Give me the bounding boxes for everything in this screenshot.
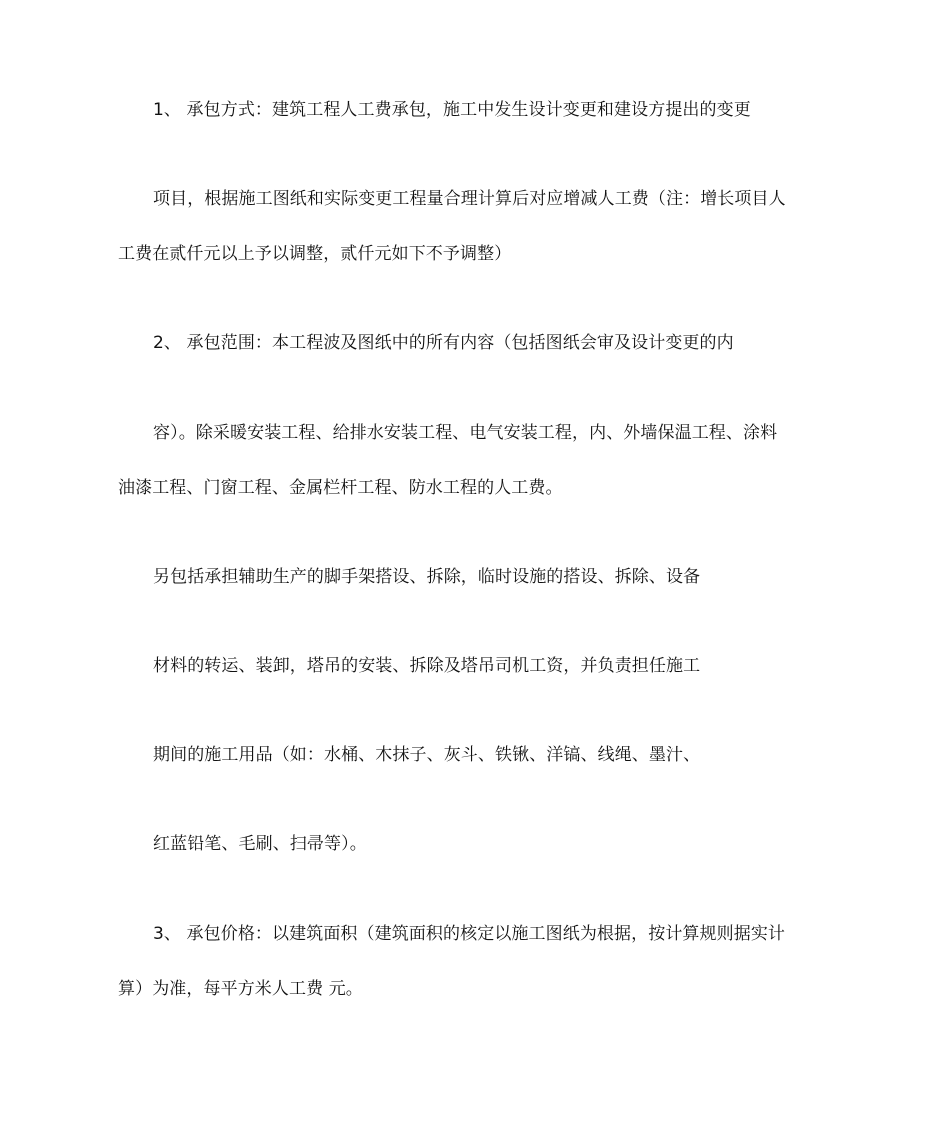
text-line-2: 项目，根据施工图纸和实际变更工程量合理计算后对应增减人工费（注：增长项目人 (153, 189, 786, 209)
text-line-8: 材料的转运、装卸，塔吊的安装、拆除及塔吊司机工资，并负责担任施工 (153, 656, 701, 676)
text-line-9: 期间的施工用品（如：水桶、木抹子、灰斗、铁锹、洋镐、线绳、墨汁、 (153, 745, 701, 765)
text-line-1: 1、 承包方式：建筑工程人工费承包，施工中发生设计变更和建设方提出的变更 (153, 100, 751, 120)
text-line-11: 3、 承包价格：以建筑面积（建筑面积的核定以施工图纸为根据，按计算规则据实计 (153, 924, 786, 944)
text-line-10: 红蓝铅笔、毛刷、扫帚等）。 (153, 834, 367, 854)
text-line-3: 工费在贰仟元以上予以调整，贰仟元如下不予调整） (118, 244, 512, 264)
text-line-5: 容）。除采暖安装工程、给排水安装工程、电气安装工程，内、外墙保温工程、涂料 (153, 423, 778, 443)
text-line-12: 算）为准，每平方米人工费 元。 (118, 979, 363, 999)
text-line-7: 另包括承担辅助生产的脚手架搭设、拆除，临时设施的搭设、拆除、设备 (153, 567, 701, 587)
text-line-6: 油漆工程、门窗工程、金属栏杆工程、防水工程的人工费。 (118, 478, 563, 498)
text-line-4: 2、 承包范围：本工程波及图纸中的所有内容（包括图纸会审及设计变更的内 (153, 333, 734, 353)
